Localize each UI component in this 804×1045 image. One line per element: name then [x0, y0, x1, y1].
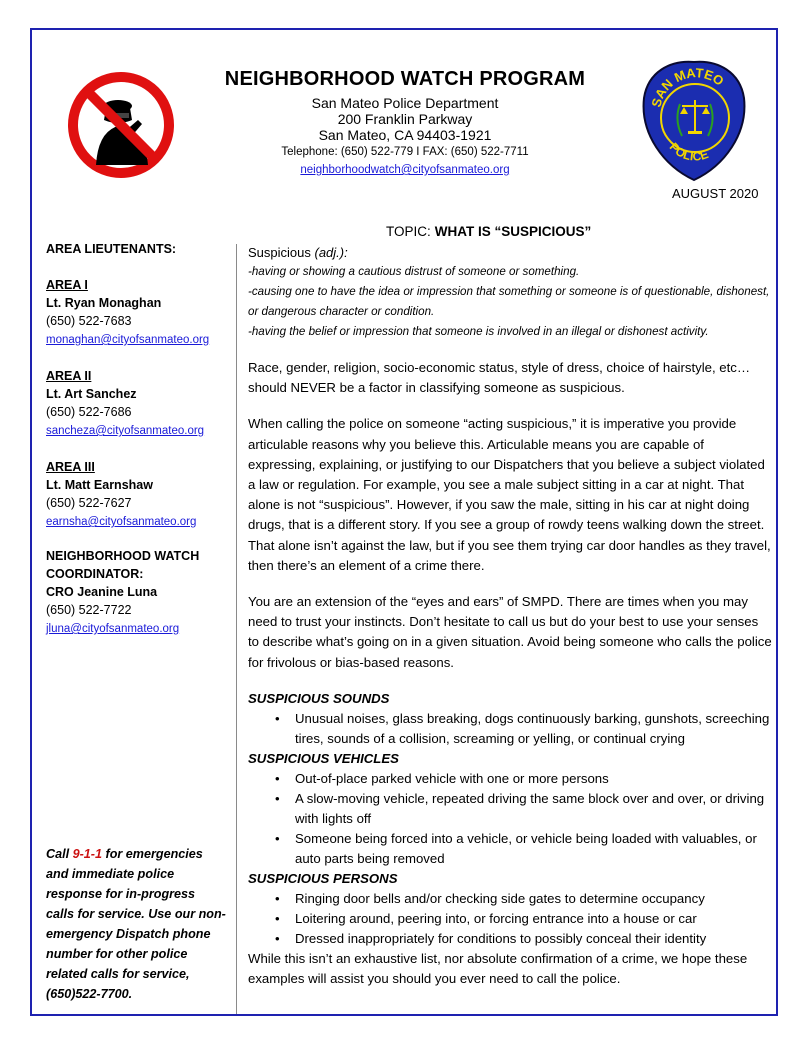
program-title: NEIGHBORHOOD WATCH PROGRAM — [224, 68, 586, 90]
sidebar — [46, 240, 231, 638]
section-heading: SUSPICIOUS VEHICLES — [248, 750, 399, 766]
lieutenant-phone: (650) 522-7683 — [46, 314, 132, 328]
definition-line: -having or showing a cautious distrust of someone or something. — [248, 265, 580, 278]
program-email-link[interactable]: neighborhoodwatch@cityofsanmateo.org — [300, 164, 510, 176]
definition-heading: Suspicious (adj.): — [248, 245, 348, 260]
section-heading: SUSPICIOUS SOUNDS — [248, 690, 390, 706]
lieutenant-phone: (650) 522-7686 — [46, 405, 132, 419]
lieutenant-name: Lt. Ryan Monaghan — [46, 296, 162, 310]
closing-paragraph: While this isn’t an exhaustive list, nor absolute confirmation of a crime, we hope these examples will assist you should you ever need to call the police. — [248, 950, 748, 987]
coordinator-heading — [46, 547, 231, 583]
area-label: AREA III — [46, 460, 95, 474]
no-burglar-logo — [66, 70, 176, 180]
section-heading: SUSPICIOUS PERSONS — [248, 870, 398, 886]
paragraph: When calling the police on someone “acting suspicious,” it is imperative you provide articulable reasons why you believe this. Articulable means you are capable of expressing, explaining, or justifying to our Dispatchers that you believe a subject violated a law or regulation. For example, you see a male subject sitting in a car at night. That alone is not “suspicious”. However, if you saw the male, sitting in his car at night doing drugs, that is a different story. If you see a group of rowdy teens walking down the street. That alone isn’t against the law, but if you see them trying car door handles as they travel, then there’s an element of a crime there. — [248, 416, 771, 573]
coordinator-phone: (650) 522-7722 — [46, 603, 132, 617]
lieutenant-name: Lt. Matt Earnshaw — [46, 478, 153, 492]
coordinator-name: CRO Jeanine Luna — [46, 585, 158, 599]
emergency-number: 9-1-1 — [72, 847, 103, 861]
list-item: • Someone being forced into a vehicle, or vehicle being loaded with valuables, or auto parts being removed — [295, 829, 772, 869]
column-divider — [236, 244, 237, 1014]
lieutenant-email-link[interactable]: earnsha@cityofsanmateo.org — [46, 516, 197, 528]
street-address: 200 Franklin Parkway — [337, 111, 473, 127]
badge-bottom-text: POLICE — [666, 139, 711, 164]
area-label: AREA I — [46, 278, 88, 292]
department-name: San Mateo Police Department — [311, 95, 499, 111]
paragraph: You are an extension of the “eyes and ears” of SMPD. There are times when you may need to trust your instincts. Don’t hesitate to call us but do your best to use your senses to describe what’s going on in a given situation. Avoid being someone who calls the police for frivolous or bias-based reasons. — [248, 594, 772, 670]
lieutenant-email-link[interactable]: monaghan@cityofsanmateo.org — [46, 334, 210, 346]
emergency-callout: Call 9-1-1 for emergencies and immediate police response for in-progress calls for service. Use our non-emergency Dispatch phone number for other police related calls for service, (650)522-7700. — [46, 847, 226, 1001]
phone-fax: Telephone: (650) 522-779 I FAX: (650) 522-7711 — [281, 146, 529, 158]
list-item: • Loitering around, peering into, or forcing entrance into a house or car — [295, 909, 772, 929]
coordinator-email-link[interactable]: jluna@cityofsanmateo.org — [46, 623, 180, 635]
list-item: • Dressed inappropriately for conditions to possibly conceal their identity — [295, 929, 772, 949]
bullet-list — [248, 889, 772, 949]
bullet-list — [248, 709, 772, 749]
coordinator-heading-line: COORDINATOR: — [46, 567, 144, 581]
article — [248, 243, 772, 989]
bullet-list — [248, 769, 772, 869]
paragraph: Race, gender, religion, socio-economic status, style of dress, choice of hairstyle, etc… should NEVER be a factor in classifying someone as suspicious. — [248, 360, 751, 396]
badge-top-text: SAN MATEO — [648, 65, 727, 109]
area-label: AREA II — [46, 369, 92, 383]
list-item: • Out-of-place parked vehicle with one or more persons — [295, 769, 772, 789]
issue-date: AUGUST 2020 — [672, 186, 759, 201]
city-address: San Mateo, CA 94403-1921 — [318, 127, 492, 143]
definition-line: -having the belief or impression that someone is involved in an illegal or dishonest activity. — [248, 325, 709, 338]
list-item: • A slow-moving vehicle, repeated driving the same block over and over, or driving with lights off — [295, 789, 772, 829]
lieutenant-phone: (650) 522-7627 — [46, 496, 132, 510]
area-lieutenants-heading: AREA LIEUTENANTS: — [46, 242, 177, 256]
topic-title: WHAT IS “SUSPICIOUS” — [434, 224, 592, 239]
definition-line: -causing one to have the idea or impression that something or someone is of questionable, dishonest, or dangerous character or condition. — [248, 285, 770, 318]
topic-label: TOPIC: — [386, 224, 431, 239]
list-item: • Unusual noises, glass breaking, dogs continuously barking, gunshots, screeching tires, sounds of a collision, screaming or yelling, or continual crying — [295, 709, 772, 749]
san-mateo-police-badge — [640, 58, 748, 184]
topic-line — [386, 224, 591, 239]
lieutenant-email-link[interactable]: sancheza@cityofsanmateo.org — [46, 425, 205, 437]
lieutenant-name: Lt. Art Sanchez — [46, 387, 137, 401]
coordinator-heading-line: NEIGHBORHOOD WATCH — [46, 549, 200, 563]
list-item: • Ringing door bells and/or checking side gates to determine occupancy — [295, 889, 772, 909]
